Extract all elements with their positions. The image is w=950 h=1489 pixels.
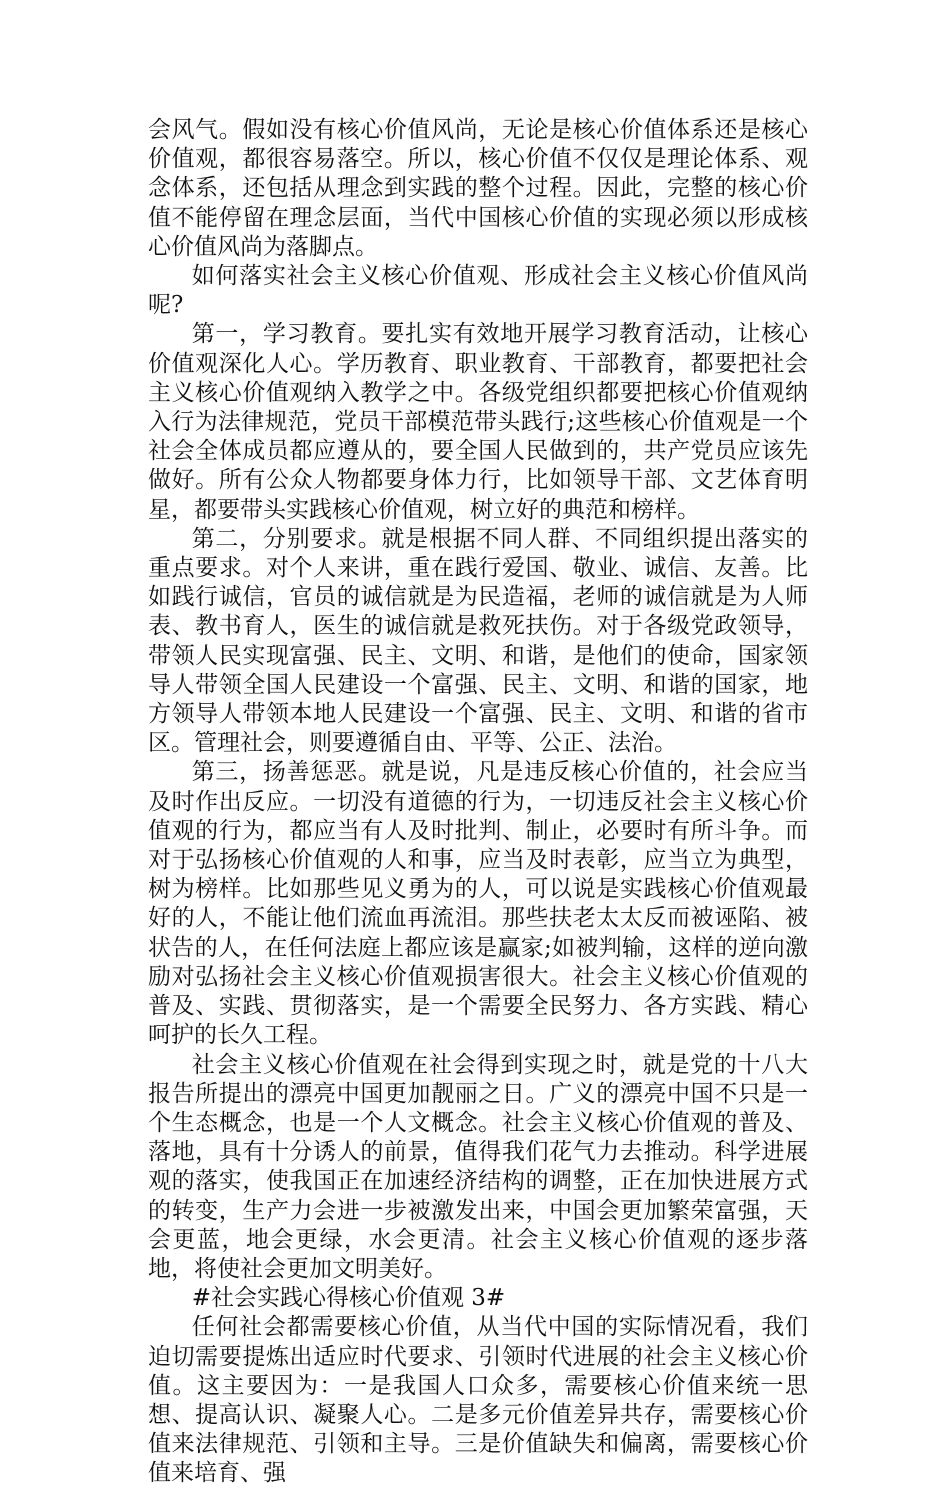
paragraph-third-point: 第三，扬善惩恶。就是说，凡是违反核心价值的，社会应当及时作出反应。一切没有道德的行为，一切违反社会主义核心价值观的行为，都应当有人及时批判、制止，必要时有所斗争。而对于弘扬核心价值观的人和事，应当及时表彰，应当立为典型，树为榜样。比如那些见义勇为的人，可以说是实践核心价值观最好的人，不能让他们流血再流泪。那些扶老太太反而被诬陷、被状告的人，在任何法庭上都应该是赢家;如被判输，这样的逆向激励对弘扬社会主义核心价值观损害很大。社会主义核心价值观的普及、实践、贯彻落实，是一个需要全民努力、各方实践、精心呵护的长久工程。 bbox=[148, 759, 808, 1049]
document-body bbox=[148, 116, 808, 1489]
section-heading: #社会实践心得核心价值观 3# bbox=[191, 1285, 506, 1312]
paragraph-first-point: 第一，学习教育。要扎实有效地开展学习教育活动，让核心价值观深化人心。学历教育、职业教育、干部教育，都要把社会主义核心价值观纳入教学之中。各级党组织都要把核心价值观纳入行为法律规范，党员干部模范带头践行;这些核心价值观是一个社会全体成员都应遵从的，要全国人民做到的，共产党员应该先做好。所有公众人物都要身体力行，比如领导干部、文艺体育明星，都要带头实践核心价值观，树立好的典范和榜样。 bbox=[148, 321, 808, 523]
paragraph-second-point: 第二，分别要求。就是根据不同人群、不同组织提出落实的重点要求。对个人来讲，重在践行爱国、敬业、诚信、友善。比如践行诚信，官员的诚信就是为民造福，老师的诚信就是为人师表、教书育人，医生的诚信就是救死扶伤。对于各级党政领导，带领人民实现富强、民主、文明、和谐，是他们的使命，国家领导人带领全国人民建设一个富强、民主、文明、和谐的国家，地方领导人带领本地人民建设一个富强、民主、文明、和谐的省市区。管理社会，则要遵循自由、平等、公正、法治。 bbox=[148, 525, 808, 757]
paragraph-section-intro: 任何社会都需要核心价值，从当代中国的实际情况看，我们迫切需要提炼出适应时代要求、引领时代进展的社会主义核心价值。这主要因为：一是我国人口众多，需要核心价值来统一思想、提高认识、凝聚人心。二是多元价值差异共存，需要核心价值来法律规范、引领和主导。三是价值缺失和偏离，需要核心价值来培育、强 bbox=[148, 1314, 808, 1487]
paragraph-conclusion: 社会主义核心价值观在社会得到实现之时，就是党的十八大报告所提出的漂亮中国更加靓丽之日。广义的漂亮中国不只是一个生态概念，也是一个人文概念。社会主义核心价值观的普及、落地，具有十分诱人的前景，值得我们花气力去推动。科学进展观的落实，使我国正在加速经济结构的调整，正在加快进展方式的转变，生产力会进一步被激发出来，中国会更加繁荣富强，天会更蓝，地会更绿，水会更清。社会主义核心价值观的逐步落地，将使社会更加文明美好。 bbox=[148, 1051, 808, 1282]
paragraph-continuation: 会风气。假如没有核心价值风尚，无论是核心价值体系还是核心价值观，都很容易落空。所以，核心价值不仅仅是理论体系、观念体系，还包括从理念到实践的整个过程。因此，完整的核心价值不能停留在理念层面，当代中国核心价值的实现必须以形成核心价值风尚为落脚点。 bbox=[148, 117, 808, 260]
paragraph-question: 如何落实社会主义核心价值观、形成社会主义核心价值风尚呢? bbox=[148, 263, 808, 319]
